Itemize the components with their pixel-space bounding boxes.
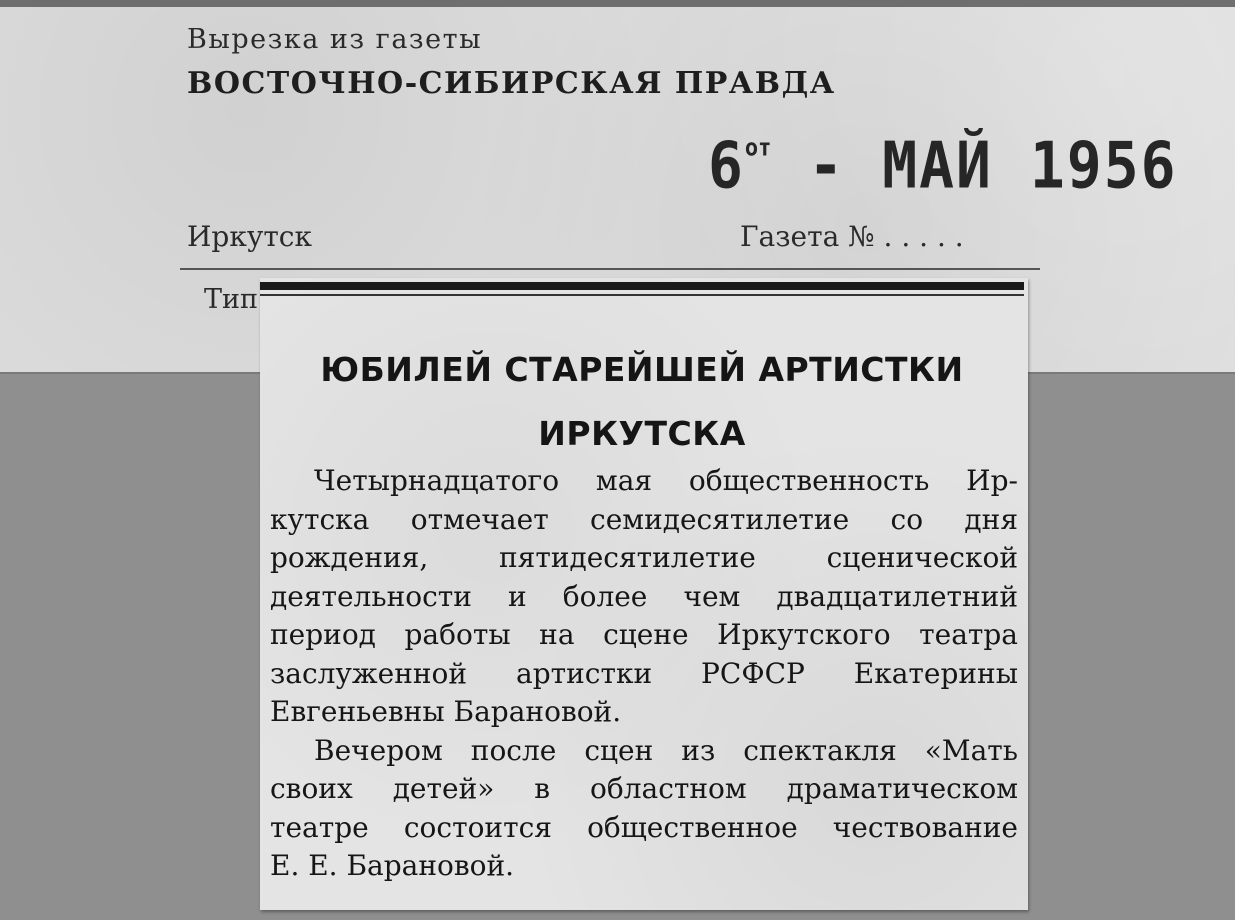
form-divider-line	[180, 268, 1040, 270]
article-line: своих детей» в областном драматическом	[270, 772, 1018, 805]
clipping-top-thin-rule	[260, 294, 1024, 296]
article-line: заслуженной артистки РСФСР Екатерины	[270, 656, 1018, 690]
date-stamp-year: 1956	[1029, 128, 1178, 203]
article-line: период работы на сцене Иркутского театра	[270, 618, 1018, 651]
date-stamp	[708, 128, 1178, 203]
article-line: деятельности и более чем двадцатилетний	[270, 579, 1018, 613]
date-stamp-month: МАЙ	[882, 128, 993, 203]
newspaper-clipping	[260, 278, 1028, 910]
article-line: Евгеньевны Барановой.	[270, 695, 622, 728]
article-line: театре состоится общественное чествование	[270, 810, 1018, 844]
date-stamp-day: 6	[708, 128, 745, 203]
article-line: рождения, пятидесятилетие сценической	[270, 541, 1018, 574]
article-line: кутска отмечает семидесятилетие со дня	[270, 502, 1018, 536]
city-label: Иркутск	[187, 220, 312, 253]
article-line: Вечером после сцен из спектакля «Мать	[314, 733, 1018, 767]
article-headline-line-1: ЮБИЛЕЙ СТАРЕЙШЕЙ АРТИСТКИ	[320, 350, 964, 389]
clipping-top-rule	[260, 282, 1024, 290]
cut-from-label: Вырезка из газеты	[187, 24, 483, 55]
article-headline-line-2: ИРКУТСКА	[538, 414, 746, 453]
date-stamp-suffix: от	[744, 134, 772, 163]
article-body	[270, 462, 1018, 886]
article-line: Е. Е. Барановой.	[270, 849, 515, 882]
newspaper-name: ВОСТОЧНО-СИБИРСКАЯ ПРАВДА	[187, 66, 836, 101]
article-line: Четырнадцатого мая общественность Ир-	[314, 464, 1018, 497]
form-top-rule	[0, 0, 1235, 7]
typography-label: Тип	[204, 284, 258, 315]
gazette-number-label: Газета № . . . . .	[740, 220, 964, 253]
date-stamp-separator: -	[808, 128, 846, 203]
